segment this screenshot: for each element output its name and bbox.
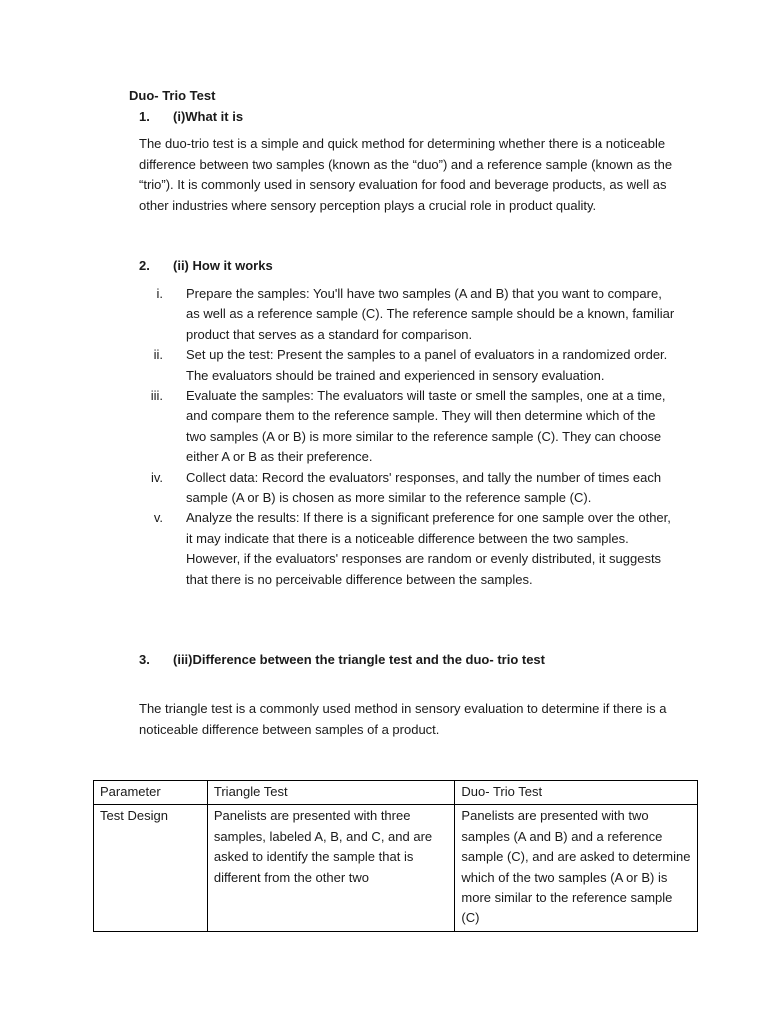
list-item [139, 345, 679, 386]
list-item-text: Prepare the samples: You'll have two samples (A and B) that you want to compare, as well as a reference sample (C). The reference sample should be a known, familiar product that serves as a standard for comparison. [186, 286, 675, 342]
table-cell: Test Design [94, 805, 208, 931]
table-cell: Panelists are presented with three samples, labeled A, B, and C, and are asked to identify the sample that is different from the other two [207, 805, 455, 931]
list-marker: iii. [150, 388, 163, 404]
section-title: (ii) How it works [173, 258, 273, 273]
section-heading-what-it-is [139, 109, 243, 124]
section-title: (iii)Difference between the triangle test and the duo- trio test [173, 652, 545, 667]
table-header-cell: Duo- Trio Test [455, 781, 698, 805]
section-number: 2. [139, 258, 150, 273]
list-item [139, 468, 679, 509]
list-marker: i. [156, 286, 163, 301]
table-cell: Panelists are presented with two samples (A and B) and a reference sample (C), and are asked to determine which of the two samples (A or B) is more similar to the reference sample (C) [455, 805, 698, 931]
list-item-text: Evaluate the samples: The evaluators will taste or smell the samples, one at a time, and compare them to the reference sample. They will then determine which of the two samples (A or B) is more similar to the reference sample (C). They can choose either A or B as their preference. [186, 388, 666, 465]
list-marker: iv. [150, 469, 163, 485]
section-heading-how-it-works [139, 258, 273, 273]
section-heading-difference [139, 652, 545, 667]
list-item [139, 508, 679, 590]
list-marker: v. [153, 510, 163, 526]
list-item [139, 386, 679, 468]
table-row [94, 805, 698, 931]
document-title: Duo- Trio Test [129, 88, 216, 103]
table-header-cell: Triangle Test [207, 781, 455, 805]
section-number: 1. [139, 109, 150, 124]
list-item [139, 284, 679, 345]
table-header-row [94, 781, 698, 805]
list-item-text: Collect data: Record the evaluators' responses, and tally the number of times each sample (A or B) is chosen as more similar to the reference sample (C). [186, 469, 662, 506]
list-item-text: Set up the test: Present the samples to a panel of evaluators in a randomized order. The evaluators should be trained and experienced in sensory evaluation. [186, 347, 668, 383]
triangle-intro-paragraph: The triangle test is a commonly used method in sensory evaluation to determine if there is a noticeable difference between samples of a product. [139, 701, 667, 737]
section-title: (i)What it is [173, 109, 244, 124]
section-number: 3. [139, 652, 150, 667]
steps-list [139, 284, 679, 590]
list-item-text: Analyze the results: If there is a significant preference for one sample over the other, it may indicate that there is a noticeable difference between the two samples. However, if the evaluators' responses are random or evenly distributed, it suggests that there is no perceivable difference between the samples. [186, 510, 671, 587]
table-header-cell: Parameter [94, 781, 208, 805]
what-it-is-paragraph: The duo-trio test is a simple and quick method for determining whether there is a noticeable difference between two samples (known as the “duo”) and a reference sample (known as the “trio”). It is commonly used in sensory evaluation for food and beverage products, as well as other industries where sensory perception plays a crucial role in product quality. [139, 136, 673, 213]
list-marker: ii. [153, 347, 163, 363]
comparison-table [93, 780, 698, 932]
